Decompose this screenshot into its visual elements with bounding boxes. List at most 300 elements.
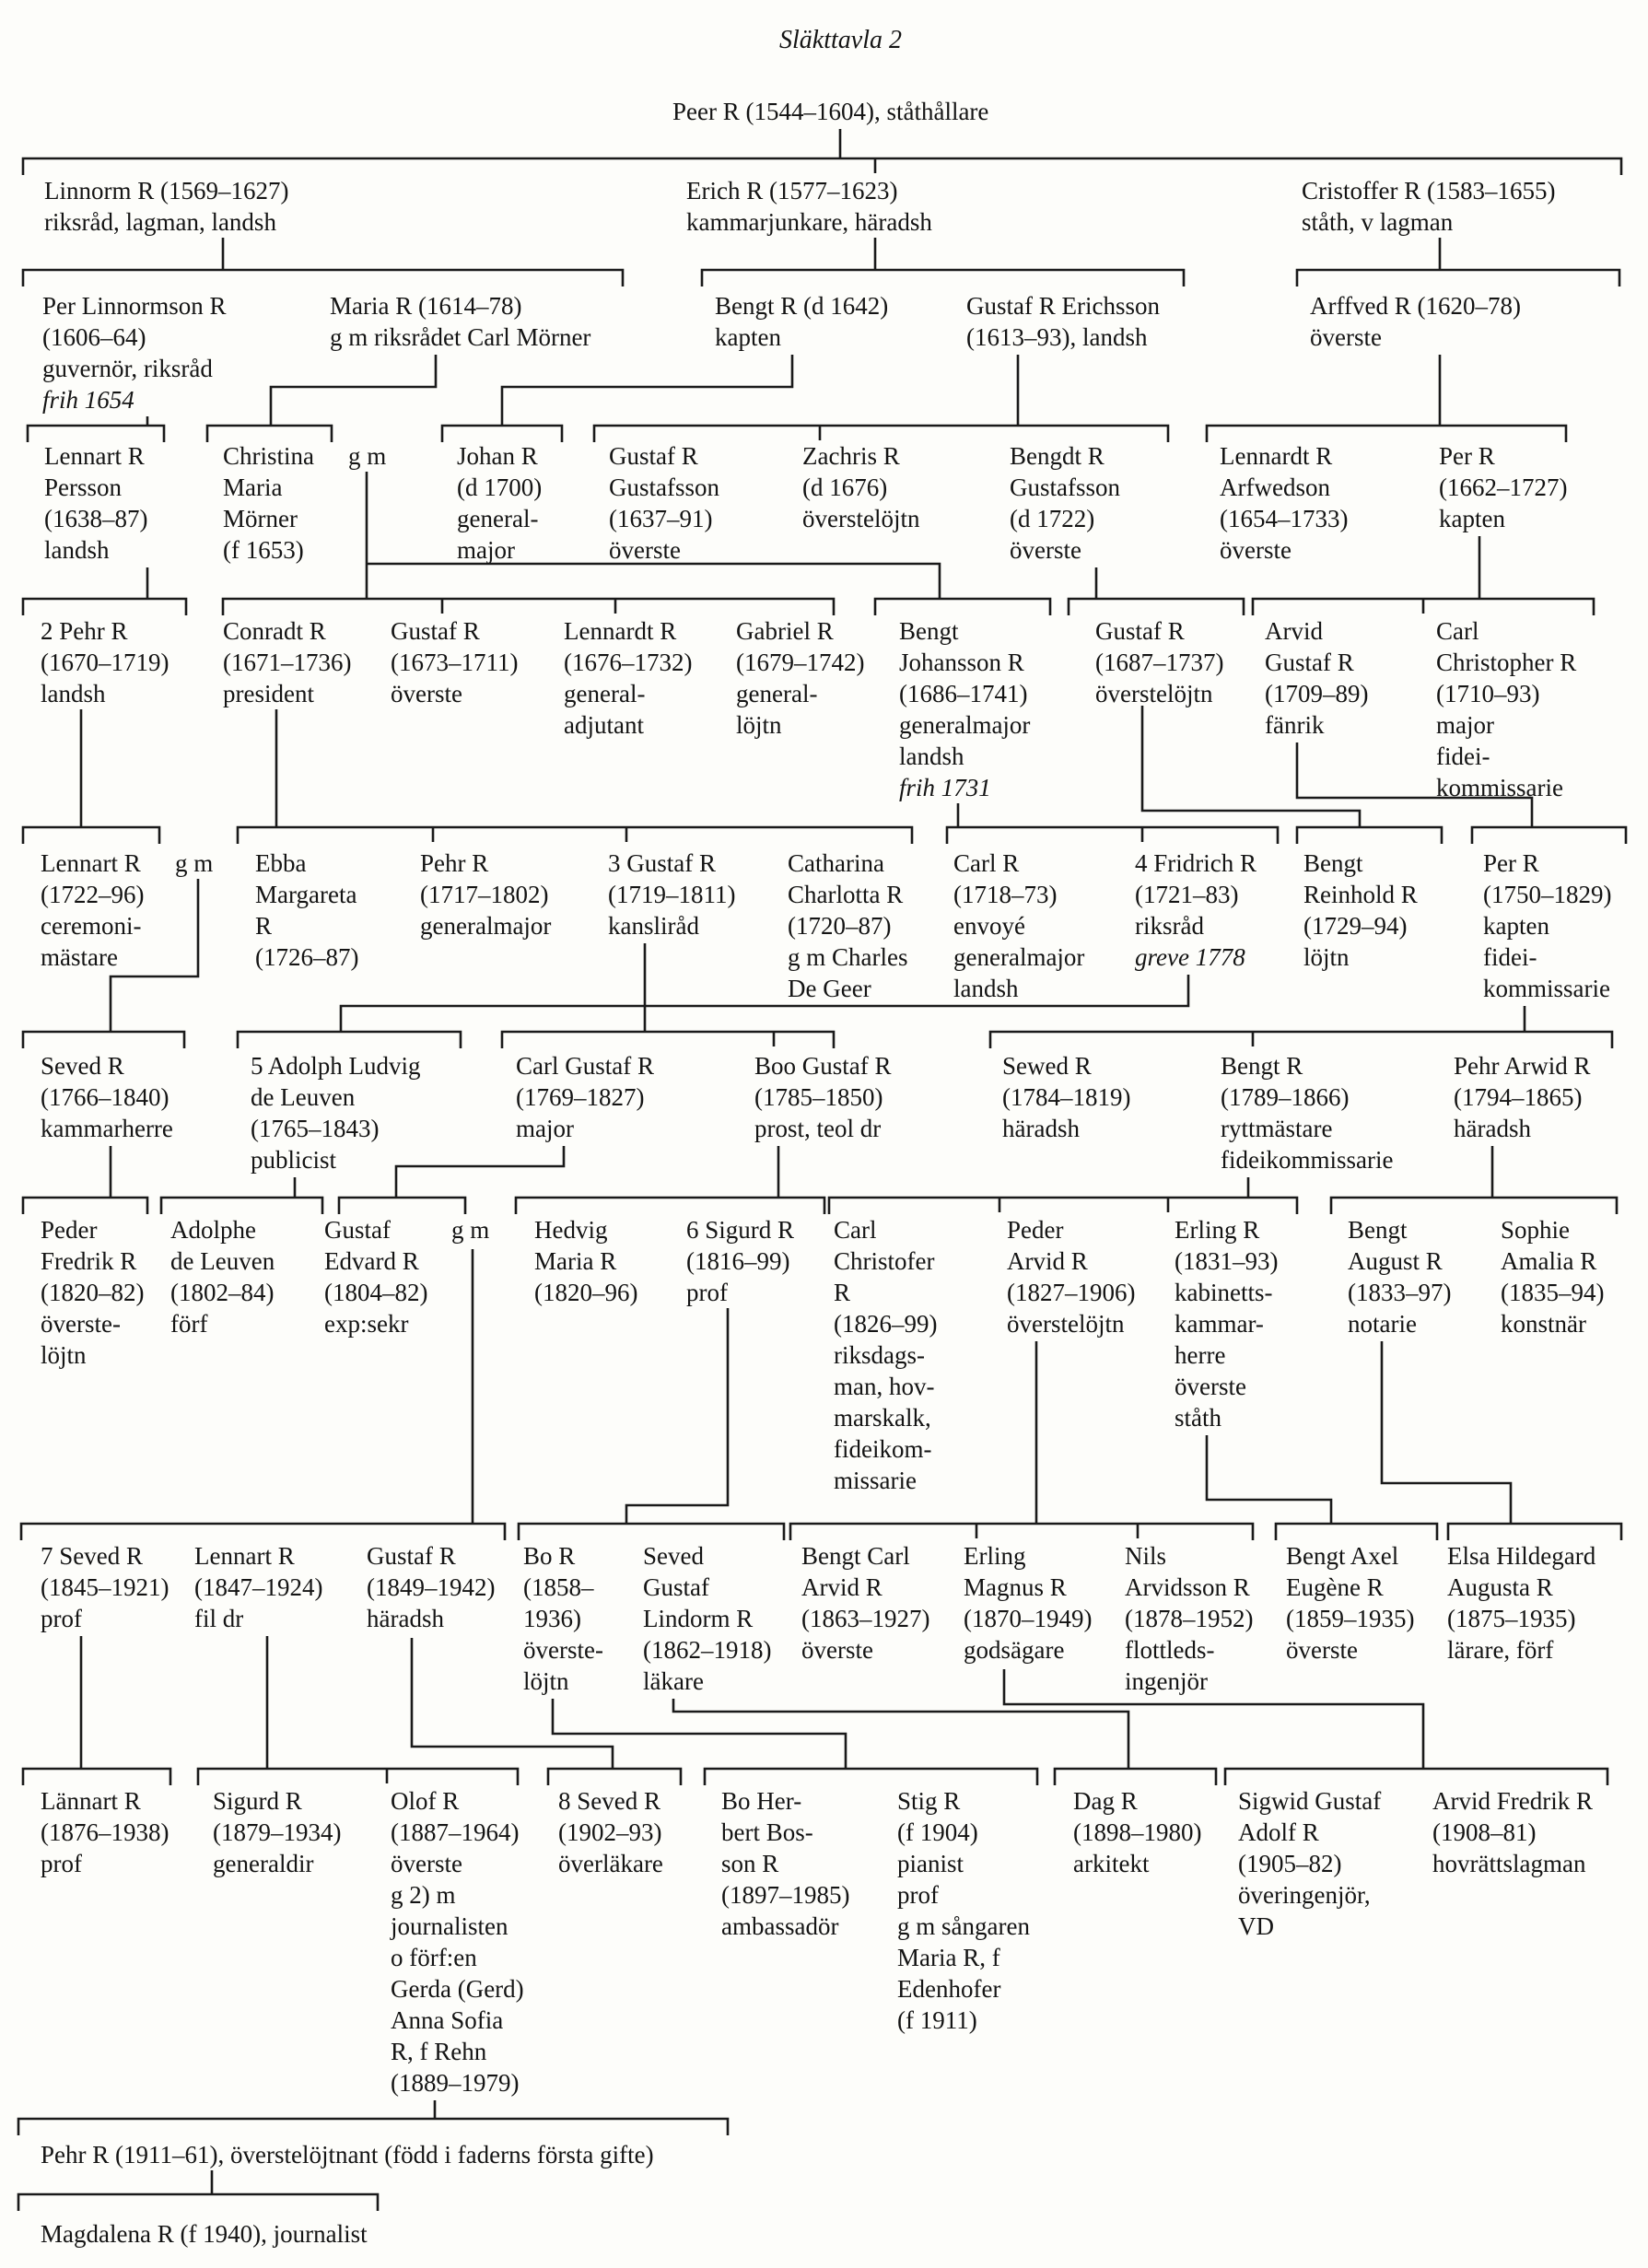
person-bengt-august-line: (1833–97) [1348, 1279, 1452, 1306]
person-seved-1766 [41, 1050, 173, 1144]
person-gustaf-edvard-line: exp:sekr [324, 1310, 409, 1338]
connector-line [1276, 1524, 1437, 1540]
person-carl-christofer [834, 1214, 937, 1496]
person-arvid-fredrik [1432, 1785, 1593, 1879]
person-arvid-fredrik-line: Arvid Fredrik R [1432, 1787, 1593, 1815]
person-carl-christofer-line: man, hov- [834, 1373, 935, 1400]
person-bengt-reinhold-line: Reinhold R [1303, 881, 1418, 908]
person-gustaf-1673-line: Gustaf R [391, 617, 480, 645]
person-seved-7-line: 7 Seved R [41, 1542, 143, 1570]
person-erling-magnus-line: Magnus R [964, 1573, 1067, 1601]
connector-line [23, 158, 1621, 175]
person-bo-herbert-line: (1897–1985) [721, 1881, 850, 1909]
person-conradt [223, 615, 351, 709]
person-lennart-1722-line: Lennart R [41, 849, 141, 877]
person-linnorm-line: Linnorm R (1569–1627) [44, 177, 289, 205]
person-gustaf-3-line: kansliråd [608, 912, 699, 940]
person-peder-fredrik-line: överste- [41, 1310, 121, 1338]
person-carl-gustaf-line: major [516, 1115, 574, 1142]
person-gm-1-line: g m [348, 442, 387, 470]
person-nils-arvidsson [1125, 1540, 1253, 1697]
person-catharina-line: (1720–87) [788, 912, 892, 940]
person-gustaf-1673-line: (1673–1711) [391, 649, 519, 676]
person-ebba-line: R [255, 912, 273, 940]
person-erling-1831 [1175, 1214, 1278, 1433]
person-ebba-line: Ebba [255, 849, 307, 877]
person-bengt-johansson-line: frih 1731 [899, 774, 991, 801]
person-seved-1766-line: kammarherre [41, 1115, 173, 1142]
person-christina-morner-line: Christina [223, 442, 314, 470]
person-gustaf-1849-line: (1849–1942) [367, 1573, 496, 1601]
person-per-1662 [1439, 440, 1567, 534]
person-gustaf-3-line: 3 Gustaf R [608, 849, 716, 877]
person-lennart-persson-line: landsh [44, 536, 110, 564]
person-bengt-johansson-line: Bengt [899, 617, 959, 645]
person-boo-gustaf-line: prost, teol dr [754, 1115, 882, 1142]
person-sigwid-line: VD [1238, 1912, 1274, 1940]
connector-line [271, 355, 436, 426]
person-bo-1858-line: överste- [523, 1636, 603, 1664]
person-carl-gustaf-line: Carl Gustaf R [516, 1052, 654, 1080]
person-pehr-arwid-line: (1794–1865) [1454, 1083, 1583, 1111]
person-gustaf-1687-line: Gustaf R [1095, 617, 1185, 645]
person-olof-line: journalisten [391, 1912, 508, 1940]
person-conradt-line: Conradt R [223, 617, 326, 645]
person-johan-line: general- [457, 505, 539, 532]
person-gustaf-edvard-line: Edvard R [324, 1247, 419, 1275]
person-sewed-1784-line: (1784–1819) [1002, 1083, 1131, 1111]
person-fridrich-4-line: (1721–83) [1135, 881, 1239, 908]
person-seved-gustaf-lindorm-line: Seved [643, 1542, 704, 1570]
person-gustaf-erichsson-line: Gustaf R Erichsson [966, 292, 1160, 320]
person-gustaf-3 [608, 848, 735, 941]
connector-line [23, 827, 159, 844]
connector-line [23, 1198, 147, 1214]
person-arffved [1310, 290, 1521, 353]
person-gm-3 [451, 1214, 489, 1245]
person-elsa-line: lärare, förf [1447, 1636, 1554, 1664]
person-carl-christofer-line: missarie [834, 1467, 917, 1494]
person-pehr-arwid-line: Pehr Arwid R [1454, 1052, 1591, 1080]
person-bo-1858-line: Bo R [523, 1542, 576, 1570]
connector-line [1448, 1524, 1621, 1540]
person-catharina-line: De Geer [788, 975, 871, 1002]
connector-line [1069, 599, 1244, 615]
person-carl-christofer-line: Carl [834, 1216, 877, 1244]
person-elsa-line: Augusta R [1447, 1573, 1553, 1601]
person-bengt-axel [1286, 1540, 1414, 1666]
person-seved-gustaf-lindorm-line: läkare [643, 1667, 704, 1695]
connector-line [1297, 270, 1619, 286]
person-hedvig-line: Maria R [534, 1247, 617, 1275]
person-erling-1831-line: överste [1175, 1373, 1246, 1400]
person-carl-christopher-line: Christopher R [1436, 649, 1577, 676]
person-peder-arvid-line: Arvid R [1007, 1247, 1088, 1275]
person-stig-line: prof [897, 1881, 939, 1909]
person-carl-christofer-line: R [834, 1279, 851, 1306]
person-lennart-persson-line: (1638–87) [44, 505, 148, 532]
person-nils-arvidsson-line: (1878–1952) [1125, 1605, 1254, 1632]
connector-line [1207, 1435, 1331, 1524]
person-bengt-reinhold [1303, 848, 1418, 973]
person-bengt-august-line: August R [1348, 1247, 1443, 1275]
person-erling-1831-line: kammar- [1175, 1310, 1264, 1338]
person-carl-1718 [953, 848, 1084, 1004]
person-lennardt-1676-line: adjutant [564, 711, 644, 739]
person-bengdt-gustafsson-line: (d 1722) [1010, 505, 1095, 532]
person-carl-christopher-line: Carl [1436, 617, 1479, 645]
person-lennart-persson-line: Persson [44, 473, 123, 501]
person-stig-line: (f 1904) [897, 1818, 978, 1846]
person-lennart-persson [44, 440, 147, 566]
person-peer [672, 96, 988, 127]
person-sewed-1784-line: Sewed R [1002, 1052, 1092, 1080]
person-gustaf-1849-line: häradsh [367, 1605, 444, 1632]
person-bengt-1642-line: kapten [715, 323, 781, 351]
person-lennardt-arfwedson-line: (1654–1733) [1220, 505, 1349, 532]
person-peder-fredrik-line: Peder [41, 1216, 98, 1244]
person-sigurd-6-line: prof [686, 1279, 728, 1306]
person-lannart-line: (1876–1938) [41, 1818, 169, 1846]
connector-line [367, 564, 940, 599]
person-bengt-axel-line: Eugène R [1286, 1573, 1384, 1601]
person-lennart-1722-line: (1722–96) [41, 881, 145, 908]
person-gm-2 [175, 848, 213, 879]
person-per-linnormson-line: Per Linnormson R [42, 292, 227, 320]
person-adolphe-line: förf [170, 1310, 208, 1338]
person-ebba-line: (1726–87) [255, 943, 359, 971]
person-maria [330, 290, 590, 353]
person-seved-8-line: (1902–93) [558, 1818, 662, 1846]
person-bengt-reinhold-line: Bengt [1303, 849, 1363, 877]
person-bengt-1789-line: ryttmästare [1221, 1115, 1333, 1142]
person-bengt-1789-line: (1789–1866) [1221, 1083, 1350, 1111]
person-conradt-line: (1671–1736) [223, 649, 352, 676]
person-bo-1858-line: 1936) [523, 1605, 581, 1632]
person-cristoffer-line: Cristoffer R (1583–1655) [1302, 177, 1556, 205]
person-per-1750-line: Per R [1483, 849, 1539, 877]
person-sigurd-1879 [213, 1785, 341, 1879]
person-gustaf-1673-line: överste [391, 680, 462, 707]
person-boo-gustaf-line: (1785–1850) [754, 1083, 883, 1111]
person-erling-1831-line: ståth [1175, 1404, 1221, 1432]
person-lennardt-arfwedson [1220, 440, 1348, 566]
person-adolph-5-line: publicist [251, 1146, 336, 1174]
person-johan-line: (d 1700) [457, 473, 543, 501]
person-christina-morner-line: (f 1653) [223, 536, 304, 564]
person-magdalena-line: Magdalena R (f 1940), journalist [41, 2220, 368, 2248]
person-sigurd-1879-line: generaldir [213, 1850, 314, 1877]
person-arvid-fredrik-line: hovrättslagman [1432, 1850, 1586, 1877]
person-gustaf-1687-line: (1687–1737) [1095, 649, 1224, 676]
person-adolph-5-line: (1765–1843) [251, 1115, 380, 1142]
person-per-1750-line: kapten [1483, 912, 1549, 940]
person-seved-7 [41, 1540, 169, 1634]
connector-line [23, 1769, 170, 1785]
person-erling-1831-line: herre [1175, 1341, 1226, 1369]
person-seved-gustaf-lindorm-line: Lindorm R [643, 1605, 754, 1632]
person-peder-arvid [1007, 1214, 1135, 1339]
person-lennart-1722-line: ceremoni- [41, 912, 142, 940]
person-olof-line: o förf:en [391, 1944, 477, 1971]
person-hedvig [534, 1214, 637, 1308]
connector-line [23, 599, 186, 615]
person-ebba [255, 848, 358, 973]
person-pehr-1717-line: Pehr R [420, 849, 489, 877]
person-per-linnormson-line: guvernör, riksråd [42, 355, 213, 382]
person-peder-fredrik-line: löjtn [41, 1341, 87, 1369]
person-christina-morner [223, 440, 314, 566]
person-sophie-line: Amalia R [1501, 1247, 1597, 1275]
connector-line [1382, 1341, 1511, 1524]
person-bengt-august-line: Bengt [1348, 1216, 1408, 1244]
person-bengt-axel-line: (1859–1935) [1286, 1605, 1415, 1632]
person-fridrich-4-line: greve 1778 [1135, 943, 1245, 971]
person-gustaf-3-line: (1719–1811) [608, 881, 736, 908]
person-stig-line: Edenhofer [897, 1975, 1001, 2003]
person-zachris-line: Zachris R [802, 442, 900, 470]
person-olof [391, 1785, 524, 2098]
person-olof-line: Olof R [391, 1787, 460, 1815]
person-sewed-1784-line: häradsh [1002, 1115, 1080, 1142]
person-adolph-5-line: de Leuven [251, 1083, 356, 1111]
person-bengdt-gustafsson-line: överste [1010, 536, 1081, 564]
person-bengdt-gustafsson [1010, 440, 1120, 566]
person-boo-gustaf [754, 1050, 892, 1144]
connector-line [238, 1032, 461, 1048]
person-bengt-axel-line: Bengt Axel [1286, 1542, 1399, 1570]
person-lennart-persson-line: Lennart R [44, 442, 145, 470]
connector-line [553, 1699, 846, 1769]
person-catharina-line: Charlotta R [788, 881, 904, 908]
person-peder-fredrik [41, 1214, 144, 1371]
person-catharina-line: g m Charles [788, 943, 908, 971]
person-christina-morner-line: Maria [223, 473, 283, 501]
person-pehr-1717 [420, 848, 551, 941]
person-gustaf-1687-line: överstelöjtn [1095, 680, 1213, 707]
person-pehr-2-line: 2 Pehr R [41, 617, 128, 645]
person-stig-line: Stig R [897, 1787, 961, 1815]
person-gustaf-edvard-line: (1804–82) [324, 1279, 428, 1306]
person-bo-herbert [721, 1785, 849, 1942]
person-linnorm-line: riksråd, lagman, landsh [44, 208, 276, 236]
connector-line [396, 1146, 564, 1198]
person-dag [1073, 1785, 1201, 1879]
person-lennardt-arfwedson-line: Arfwedson [1220, 473, 1330, 501]
connector-line [502, 1032, 834, 1048]
person-stig-line: (f 1911) [897, 2006, 977, 2034]
person-sewed-1784 [1002, 1050, 1130, 1144]
person-sophie [1501, 1214, 1604, 1339]
person-carl-1718-line: envoyé [953, 912, 1025, 940]
person-gustaf-erichsson-line: (1613–93), landsh [966, 323, 1148, 351]
person-gm-1 [348, 440, 386, 472]
person-sigwid-line: Adolf R [1238, 1818, 1319, 1846]
person-stig-line: g m sångaren [897, 1912, 1030, 1940]
person-seved-gustaf-lindorm [643, 1540, 771, 1697]
person-gustaf-gustafsson-line: (1637–91) [609, 505, 713, 532]
connector-line [519, 1524, 784, 1540]
person-ebba-line: Margareta [255, 881, 357, 908]
person-seved-gustaf-lindorm-line: Gustaf [643, 1573, 709, 1601]
person-pehr-2-line: (1670–1719) [41, 649, 169, 676]
person-nils-arvidsson-line: ingenjör [1125, 1667, 1208, 1695]
person-arvid-gustaf-line: Gustaf R [1265, 649, 1354, 676]
person-erich-line: kammarjunkare, häradsh [686, 208, 932, 236]
person-bengt-johansson-line: (1686–1741) [899, 680, 1028, 707]
person-peder-arvid-line: överstelöjtn [1007, 1310, 1125, 1338]
connector-line [947, 827, 1278, 844]
person-carl-christopher-line: kommissarie [1436, 774, 1563, 801]
person-bo-1858-line: löjtn [523, 1667, 569, 1695]
person-nils-arvidsson-line: Nils [1125, 1542, 1167, 1570]
person-lennart-1847 [194, 1540, 322, 1634]
person-carl-christopher-line: major [1436, 711, 1494, 739]
connector-line [223, 599, 834, 615]
person-gm-3-line: g m [451, 1216, 490, 1244]
person-bengt-johansson-line: landsh [899, 742, 964, 770]
person-johan [457, 440, 542, 566]
connector-line [502, 355, 792, 426]
person-hedvig-line: (1820–96) [534, 1279, 638, 1306]
person-lennardt-1676-line: Lennardt R [564, 617, 677, 645]
person-erling-magnus [964, 1540, 1092, 1666]
person-per-linnormson-line: frih 1654 [42, 386, 134, 414]
person-bo-herbert-line: Bo Her- [721, 1787, 802, 1815]
person-bengt-johansson-line: Johansson R [899, 649, 1024, 676]
person-lennardt-arfwedson-line: överste [1220, 536, 1292, 564]
person-gabriel-line: general- [736, 680, 818, 707]
person-seved-1766-line: Seved R [41, 1052, 124, 1080]
person-carl-1718-line: landsh [953, 975, 1019, 1002]
person-olof-line: Anna Sofia [391, 2006, 504, 2034]
page-title: Släkttavla 2 [779, 26, 902, 54]
person-lennart-1722-line: mästare [41, 943, 118, 971]
connector-line [548, 1769, 681, 1785]
connector-line [990, 1032, 1612, 1048]
person-seved-gustaf-lindorm-line: (1862–1918) [643, 1636, 772, 1664]
person-elsa-line: Elsa Hildegard [1447, 1542, 1596, 1570]
person-pehr-1911-line: Pehr R (1911–61), överstelöjtnant (född i faderns första gifte) [41, 2141, 654, 2169]
person-sigurd-6-line: (1816–99) [686, 1247, 790, 1275]
connector-line [1331, 1198, 1617, 1214]
person-erling-magnus-line: Erling [964, 1542, 1026, 1570]
person-bengt-reinhold-line: (1729–94) [1303, 912, 1408, 940]
person-peder-arvid-line: (1827–1906) [1007, 1279, 1136, 1306]
person-bo-herbert-line: ambassadör [721, 1912, 839, 1940]
person-hedvig-line: Hedvig [534, 1216, 608, 1244]
connector-line [829, 1198, 1297, 1214]
person-adolphe [170, 1214, 275, 1339]
person-pehr-arwid [1454, 1050, 1591, 1144]
person-maria-line: Maria R (1614–78) [330, 292, 522, 320]
person-arvid-fredrik-line: (1908–81) [1432, 1818, 1537, 1846]
person-seved-8 [558, 1785, 663, 1879]
person-lennardt-1676-line: general- [564, 680, 646, 707]
person-arvid-gustaf-line: (1709–89) [1265, 680, 1369, 707]
person-johan-line: Johan R [457, 442, 538, 470]
person-carl-1718-line: (1718–73) [953, 881, 1058, 908]
person-catharina-line: Catharina [788, 849, 884, 877]
connector-line [18, 2194, 378, 2211]
connector-line [23, 270, 623, 286]
person-lannart [41, 1785, 169, 1879]
person-seved-7-line: (1845–1921) [41, 1573, 169, 1601]
person-gustaf-1849-line: Gustaf R [367, 1542, 456, 1570]
person-arffved-line: Arffved R (1620–78) [1310, 292, 1521, 320]
person-carl-1718-line: generalmajor [953, 943, 1085, 971]
person-lannart-line: prof [41, 1850, 82, 1877]
person-bengt-1642-line: Bengt R (d 1642) [715, 292, 889, 320]
person-bo-1858-line: (1858– [523, 1573, 594, 1601]
person-bengdt-gustafsson-line: Gustafsson [1010, 473, 1120, 501]
person-carl-christofer-line: Christofer [834, 1247, 935, 1275]
person-olof-line: g 2) m [391, 1881, 456, 1909]
person-olof-line: (1889–1979) [391, 2069, 520, 2097]
person-gustaf-gustafsson [609, 440, 719, 566]
person-carl-christofer-line: marskalk, [834, 1404, 931, 1432]
person-carl-christopher-line: fidei- [1436, 742, 1490, 770]
person-arvid-gustaf-line: Arvid [1265, 617, 1323, 645]
person-adolphe-line: Adolphe [170, 1216, 256, 1244]
person-sigurd-6-line: 6 Sigurd R [686, 1216, 795, 1244]
person-zachris [802, 440, 919, 534]
person-gustaf-1673 [391, 615, 518, 709]
person-dag-line: (1898–1980) [1073, 1818, 1202, 1846]
person-bengt-august [1348, 1214, 1451, 1339]
person-bengt-carl [801, 1540, 929, 1666]
person-gabriel [736, 615, 864, 741]
person-per-1750-line: kommissarie [1483, 975, 1610, 1002]
person-bo-1858 [523, 1540, 603, 1697]
person-sophie-line: Sophie [1501, 1216, 1571, 1244]
person-erling-magnus-line: godsägare [964, 1636, 1065, 1664]
person-magdalena [41, 2218, 368, 2250]
person-olof-line: (1887–1964) [391, 1818, 520, 1846]
person-gabriel-line: löjtn [736, 711, 782, 739]
person-lennart-1847-line: Lennart R [194, 1542, 295, 1570]
person-bengt-axel-line: överste [1286, 1636, 1358, 1664]
person-lennardt-arfwedson-line: Lennardt R [1220, 442, 1333, 470]
person-gabriel-line: Gabriel R [736, 617, 834, 645]
person-per-1662-line: Per R [1439, 442, 1495, 470]
person-seved-7-line: prof [41, 1605, 82, 1632]
person-seved-8-line: 8 Seved R [558, 1787, 660, 1815]
connector-line [702, 270, 1184, 286]
connector-line [21, 1524, 505, 1540]
person-pehr-2 [41, 615, 169, 709]
person-lannart-line: Lännart R [41, 1787, 141, 1815]
person-per-1662-line: kapten [1439, 505, 1505, 532]
person-pehr-1717-line: generalmajor [420, 912, 552, 940]
person-adolphe-line: de Leuven [170, 1247, 275, 1275]
person-stig [897, 1785, 1030, 2036]
connector-line [238, 827, 912, 844]
person-bengt-1789 [1221, 1050, 1393, 1175]
person-bengt-carl-line: Arvid R [801, 1573, 882, 1601]
person-gustaf-gustafsson-line: Gustaf R [609, 442, 698, 470]
person-arvid-gustaf [1265, 615, 1368, 741]
person-gustaf-gustafsson-line: överste [609, 536, 681, 564]
person-sigurd-1879-line: Sigurd R [213, 1787, 302, 1815]
person-bengt-1789-line: Bengt R [1221, 1052, 1303, 1080]
person-sigwid-line: överingenjör, [1238, 1881, 1371, 1909]
person-carl-christofer-line: fideikom- [834, 1435, 932, 1463]
person-olof-line: R, f Rehn [391, 2038, 487, 2065]
person-peder-fredrik-line: (1820–82) [41, 1279, 145, 1306]
person-boo-gustaf-line: Boo Gustaf R [754, 1052, 892, 1080]
connector-line [875, 599, 1050, 615]
